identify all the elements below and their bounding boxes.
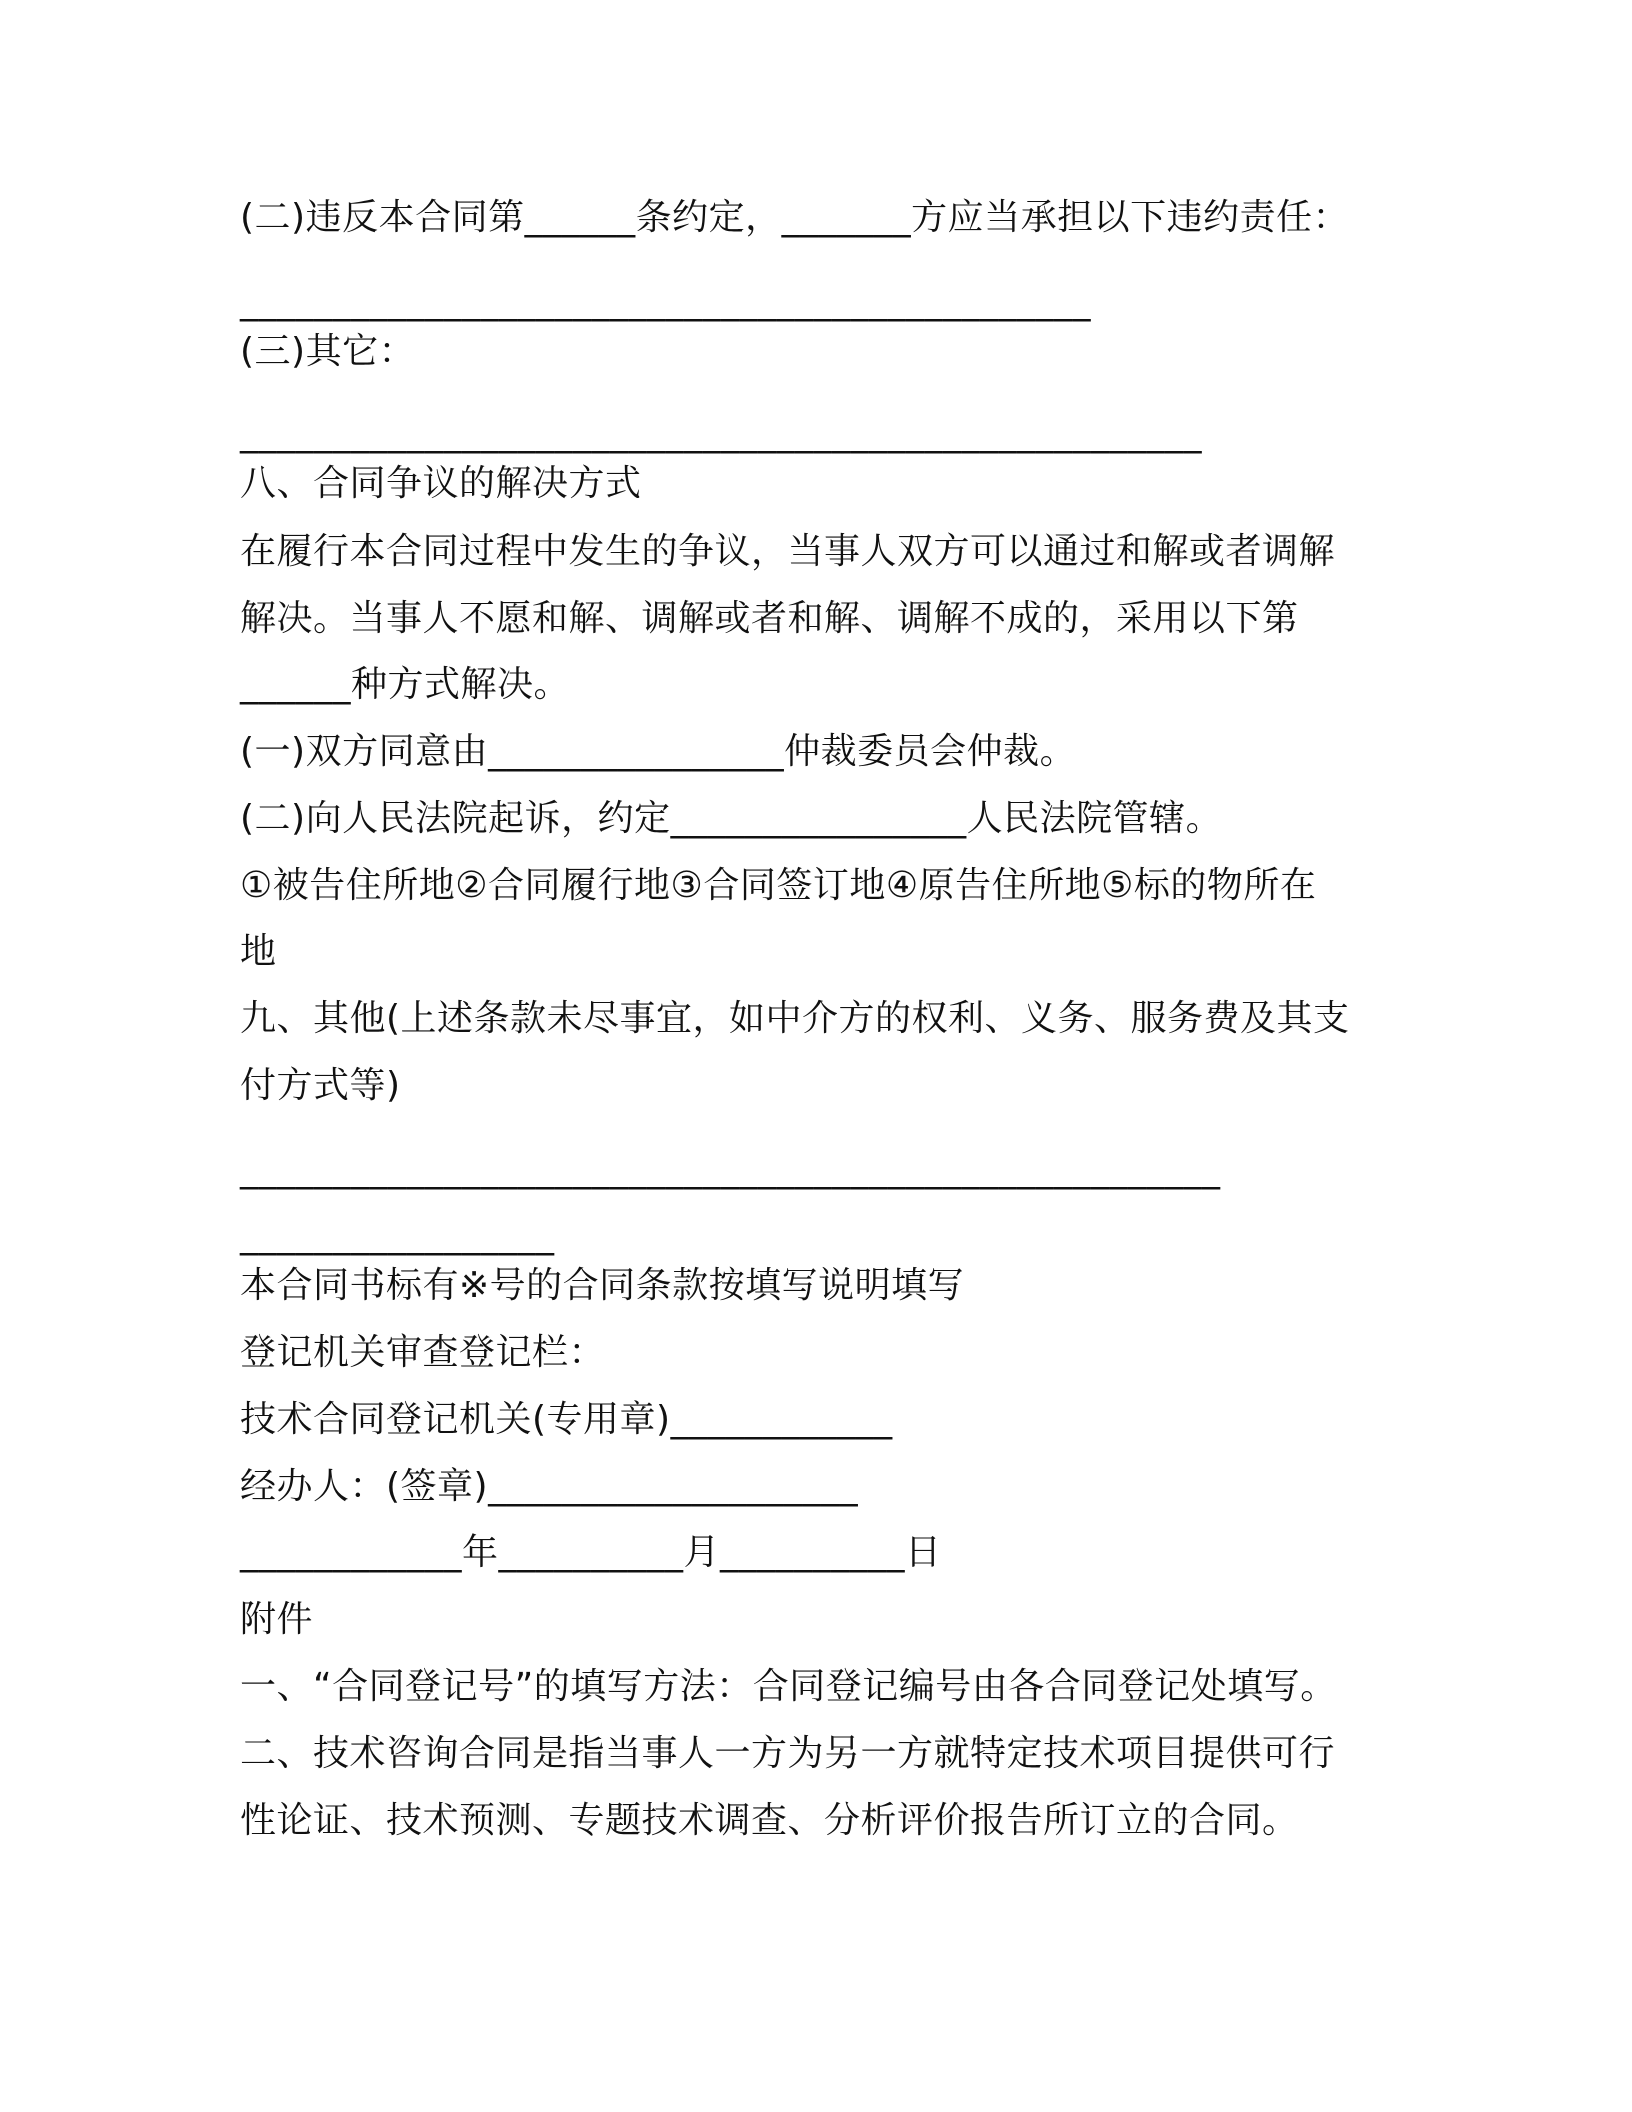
jurisdiction-options-line-1: ①被告住所地②合同履行地③合同签订地④原告住所地⑤标的物所在 bbox=[240, 865, 1317, 906]
jurisdiction-options-line-2: 地 bbox=[240, 931, 277, 972]
attachment-heading: 附件 bbox=[240, 1599, 314, 1640]
date-line: ____________年__________月__________日 bbox=[240, 1532, 942, 1573]
handler-signature: 经办人：(签章)____________________ bbox=[240, 1466, 859, 1507]
option-court: (二)向人民法院起诉，约定________________人民法院管辖。 bbox=[240, 798, 1223, 839]
dispute-paragraph-line-1: 在履行本合同过程中发生的争议，当事人双方可以通过和解或者调解 bbox=[240, 531, 1336, 572]
dispute-paragraph-line-2: 解决。当事人不愿和解、调解或者和解、调解不成的，采用以下第 bbox=[240, 598, 1299, 639]
clause-other: (三)其它： bbox=[240, 331, 416, 372]
fill-note: 本合同书标有※号的合同条款按填写说明填写 bbox=[240, 1265, 965, 1306]
clause-breach-liability: (二)违反本合同第______条约定，_______方应当承担以下违约责任： bbox=[240, 197, 1350, 238]
blank-line-1: ______________________________________________ bbox=[240, 281, 1091, 322]
registration-column-label: 登记机关审查登记栏： bbox=[240, 1332, 606, 1373]
option-arbitration: (一)双方同意由________________仲裁委员会仲裁。 bbox=[240, 731, 1077, 772]
section-8-heading: 八、合同争议的解决方式 bbox=[240, 463, 642, 504]
blank-line-4: _________________ bbox=[240, 1215, 555, 1256]
blank-line-3: _____________________________________________________ bbox=[240, 1149, 1221, 1190]
section-9-heading-line-1: 九、其他(上述条款未尽事宜，如中介方的权利、义务、服务费及其支 bbox=[240, 998, 1350, 1039]
dispute-paragraph-line-3: ______种方式解决。 bbox=[240, 664, 571, 705]
attachment-item-2-line-1: 二、技术咨询合同是指当事人一方为另一方就特定技术项目提供可行 bbox=[240, 1733, 1336, 1774]
section-9-heading-line-2: 付方式等) bbox=[240, 1065, 401, 1106]
registration-authority-seal: 技术合同登记机关(专用章)____________ bbox=[240, 1399, 893, 1440]
attachment-item-2-line-2: 性论证、技术预测、专题技术调查、分析评价报告所订立的合同。 bbox=[240, 1800, 1299, 1841]
attachment-item-1: 一、“合同登记号”的填写方法：合同登记编号由各合同登记处填写。 bbox=[240, 1666, 1337, 1707]
blank-line-2: ____________________________________________________ bbox=[240, 413, 1202, 454]
